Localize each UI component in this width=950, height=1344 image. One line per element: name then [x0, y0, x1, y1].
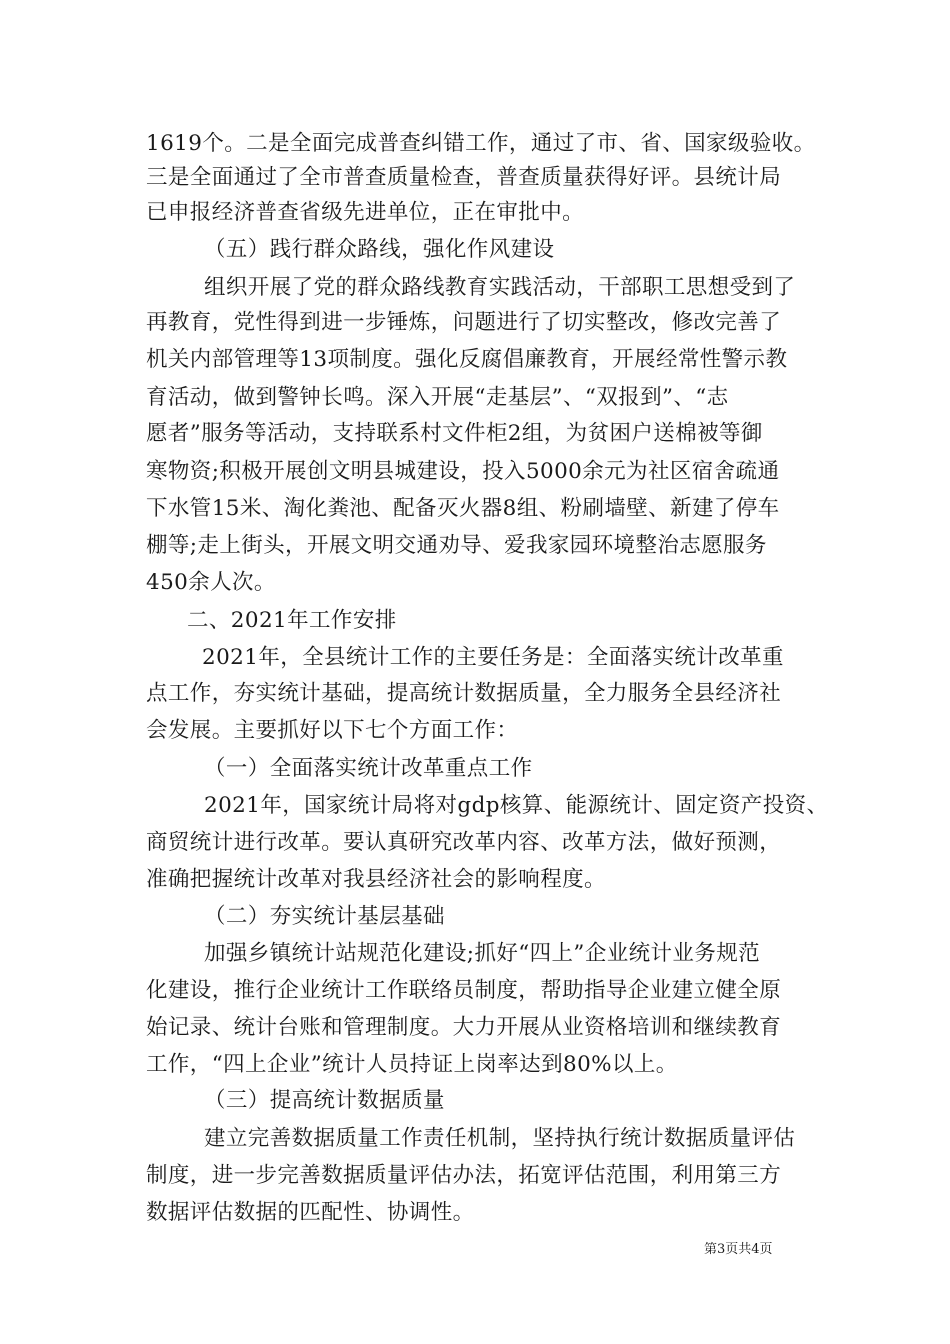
- body-line: 组织开展了党的群众路线教育实践活动，干部职工思想受到了: [204, 275, 796, 300]
- body-line: 已申报经济普查省级先进单位，正在审批中。: [146, 200, 585, 225]
- page-number-footer: 第3页共4页: [704, 1242, 773, 1257]
- body-line: 再教育，党性得到进一步锤炼，问题进行了切实整改，修改完善了: [146, 310, 782, 335]
- body-line: 建立完善数据质量工作责任机制，坚持执行统计数据质量评估: [204, 1126, 796, 1151]
- body-line: 点工作，夯实统计基础，提高统计数据质量，全力服务全县经济社: [146, 681, 782, 706]
- section-heading: （一）全面落实统计改革重点工作: [204, 756, 533, 781]
- body-line: 2021年，国家统计局将对gdp核算、能源统计、固定资产投资、: [204, 793, 829, 818]
- body-line: 450余人次。: [146, 570, 276, 595]
- body-line: 2021年，全县统计工作的主要任务是：全面落实统计改革重: [202, 645, 784, 670]
- body-line: 寒物资;积极开展创文明县城建设，投入5000余元为社区宿舍疏通: [146, 459, 780, 484]
- body-line: 制度，进一步完善数据质量评估办法，拓宽评估范围，利用第三方: [146, 1163, 782, 1188]
- section-heading: （五）践行群众路线，强化作风建设: [204, 237, 555, 262]
- body-line: 会发展。主要抓好以下七个方面工作：: [146, 718, 519, 743]
- body-line: 工作，“四上企业”统计人员持证上岗率达到80%以上。: [146, 1052, 678, 1077]
- body-line: 机关内部管理等13项制度。强化反腐倡廉教育，开展经常性警示教: [146, 347, 788, 372]
- body-line: 数据评估数据的匹配性、协调性。: [146, 1200, 475, 1225]
- body-line: 棚等;走上街头，开展文明交通劝导、爱我家园环境整治志愿服务: [146, 533, 767, 558]
- body-line: 加强乡镇统计站规范化建设;抓好“四上”企业统计业务规范: [204, 941, 761, 966]
- body-line: 愿者”服务等活动，支持联系村文件柜2组，为贫困户送棉被等御: [146, 421, 763, 446]
- section-heading: （二）夯实统计基层基础: [204, 904, 445, 929]
- body-line: 1619个。二是全面完成普查纠错工作，通过了市、省、国家级验收。: [146, 131, 816, 156]
- body-line: 育活动，做到警钟长鸣。深入开展“走基层”、“双报到”、“志: [146, 385, 729, 410]
- body-line: 下水管15米、淘化粪池、配备灭火器8组、粉刷墙壁、新建了停车: [146, 496, 780, 521]
- section-heading: 二、2021年工作安排: [187, 608, 397, 633]
- body-line: 准确把握统计改革对我县经济社会的影响程度。: [146, 867, 606, 892]
- body-line: 始记录、统计台账和管理制度。大力开展从业资格培训和继续教育: [146, 1015, 782, 1040]
- body-line: 三是全面通过了全市普查质量检查，普查质量获得好评。县统计局: [146, 165, 782, 190]
- body-line: 商贸统计进行改革。要认真研究改革内容、改革方法，做好预测，: [146, 830, 782, 855]
- section-heading: （三）提高统计数据质量: [204, 1088, 445, 1113]
- body-line: 化建设，推行企业统计工作联络员制度，帮助指导企业建立健全原: [146, 978, 782, 1003]
